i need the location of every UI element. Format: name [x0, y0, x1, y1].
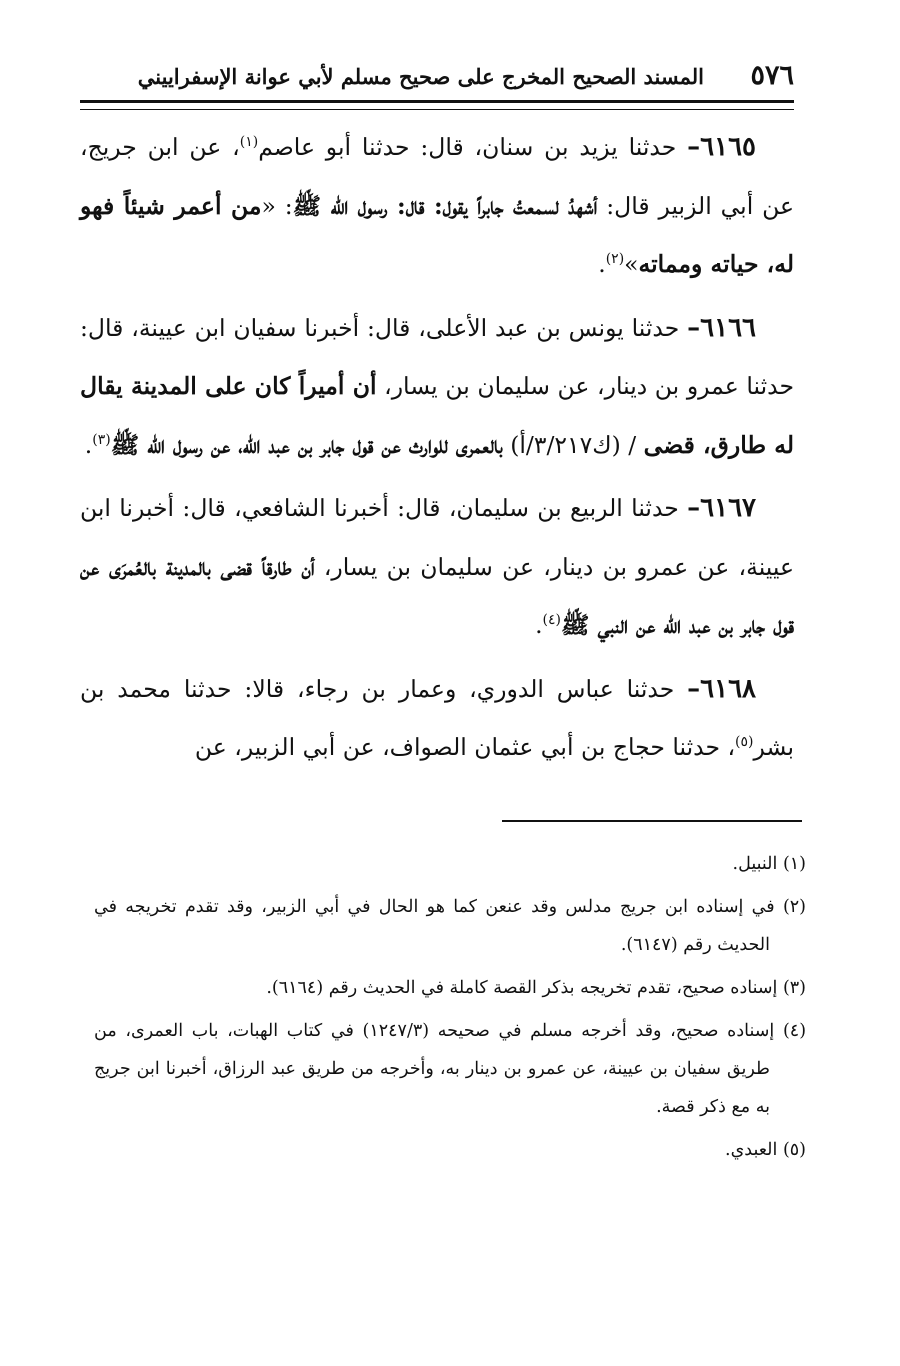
hadith-dash: – — [687, 132, 701, 162]
page-header — [70, 58, 794, 100]
hadith-6166 — [80, 299, 794, 475]
hadith-text: ، حدثنا حجاج بن أبي عثمان الصواف، عن أبي الزبير، عن — [194, 733, 736, 761]
footnote-ref[interactable]: (١) — [239, 134, 259, 151]
hadith-number: ٦١٦٧ — [700, 493, 756, 523]
hadith-number: ٦١٦٦ — [700, 312, 756, 343]
hadith-dash: – — [687, 493, 701, 523]
hadith-6165 — [80, 118, 794, 294]
footnote-marker: (١) — [782, 854, 806, 874]
hadith-number: ٦١٦٥ — [700, 132, 756, 162]
footnote-3 — [94, 969, 806, 1007]
footnote-marker: (٤) — [782, 1021, 807, 1041]
hadith-bold-text: أن طارقاً قضى بالمدينة بالعُمرَى عن قول جابر بن عبد الله عن النبي ﷺ — [80, 552, 794, 639]
hadith-text: حدثنا يزيد بن سنان، قال: حدثنا أبو عاصم — [258, 133, 688, 161]
hadith-dash: – — [687, 312, 701, 343]
hadith-text: ، عن ابن جريج، عن أبي الزبير قال: — [80, 133, 795, 220]
footnote-5 — [94, 1131, 806, 1169]
hadith-text: حدثنا يونس بن عبد الأعلى، قال: أخبرنا سفيان ابن عيينة، قال: حدثنا عمرو بن دينار، عن سليمان بن يسار، — [80, 313, 794, 400]
hadith-bold-text: من أعمر شيئاً فهو له، حياته ومماته — [80, 191, 794, 278]
footnote-text: النبيل. — [732, 854, 783, 874]
footnote-text: إسناده صحيح، وقد أخرجه مسلم في صحيحه (١٢٤٧/٣) في كتاب الهبات، باب العمرى، من طريق سفيان بن عيينة، عن عمرو بن دينار به، وأخرجه من طريق عبد الرزاق، أخبرنا ابن جريج به مع ذكر قصة. — [94, 1021, 783, 1117]
footnote-ref[interactable]: (٥) — [735, 734, 754, 751]
hadith-text: » — [624, 250, 639, 278]
hadith-bold-text: أشهدُ لسمعتُ جابراً يقول: قال: رسول الله ﷺ — [292, 191, 598, 220]
footnote-ref[interactable]: (٤) — [542, 612, 562, 629]
footnote-1 — [94, 845, 806, 883]
hadith-text: حدثنا الربيع بن سليمان، قال: أخبرنا الشافعي، قال: أخبرنا ابن عيينة، عن عمرو بن دينار، عن سليمان بن يسار، — [80, 494, 794, 581]
hadith-bold-text: أن أميراً كان على المدينة يقال له طارق، قضى — [80, 372, 794, 459]
page-number: ٥٧٦ — [750, 60, 794, 91]
footnote-ref[interactable]: (٢) — [605, 251, 625, 268]
footnote-marker: (٥) — [782, 1140, 806, 1160]
footnote-separator — [502, 820, 802, 822]
hadith-bold-text: بالعمرى للوارث عن قول جابر بن عبد الله، عن رسول الله ﷺ — [110, 430, 503, 459]
footnotes — [94, 845, 806, 1169]
footnote-text: إسناده صحيح، تقدم تخريجه بذكر القصة كاملة في الحديث رقم (٦١٦٤). — [266, 978, 783, 998]
footnote-2 — [94, 888, 806, 964]
hadith-text: / (ك٣/٢١٧/أ) — [502, 430, 644, 459]
hadith-dash: – — [687, 673, 701, 704]
footnote-marker: (٢) — [782, 897, 806, 917]
header-rule — [80, 100, 794, 110]
hadith-text: حدثنا عباس الدوري، وعمار بن رجاء، قالا: حدثنا محمد بن بشر — [80, 674, 794, 761]
footnote-ref[interactable]: (٣) — [92, 431, 111, 448]
footnote-text: في إسناده ابن جريج مدلس وقد عنعن كما هو الحال في أبي الزبير، وقد تقدم تخريجه في الحديث رقم (٦١٤٧). — [94, 897, 783, 955]
hadith-text: : « — [261, 191, 293, 220]
hadith-number: ٦١٦٨ — [700, 673, 756, 704]
hadith-6167 — [80, 479, 794, 655]
footnote-4 — [94, 1012, 806, 1126]
hadith-text: . — [84, 430, 93, 459]
book-title: المسند الصحيح المخرج على صحيح مسلم لأبي عوانة الإسفراييني — [137, 64, 704, 89]
hadith-6168 — [80, 660, 794, 777]
hadith-text: . — [535, 611, 543, 639]
hadith-text: . — [598, 250, 606, 278]
footnote-marker: (٣) — [782, 978, 806, 998]
main-text — [80, 118, 794, 782]
footnote-text: العبدي. — [725, 1140, 783, 1160]
